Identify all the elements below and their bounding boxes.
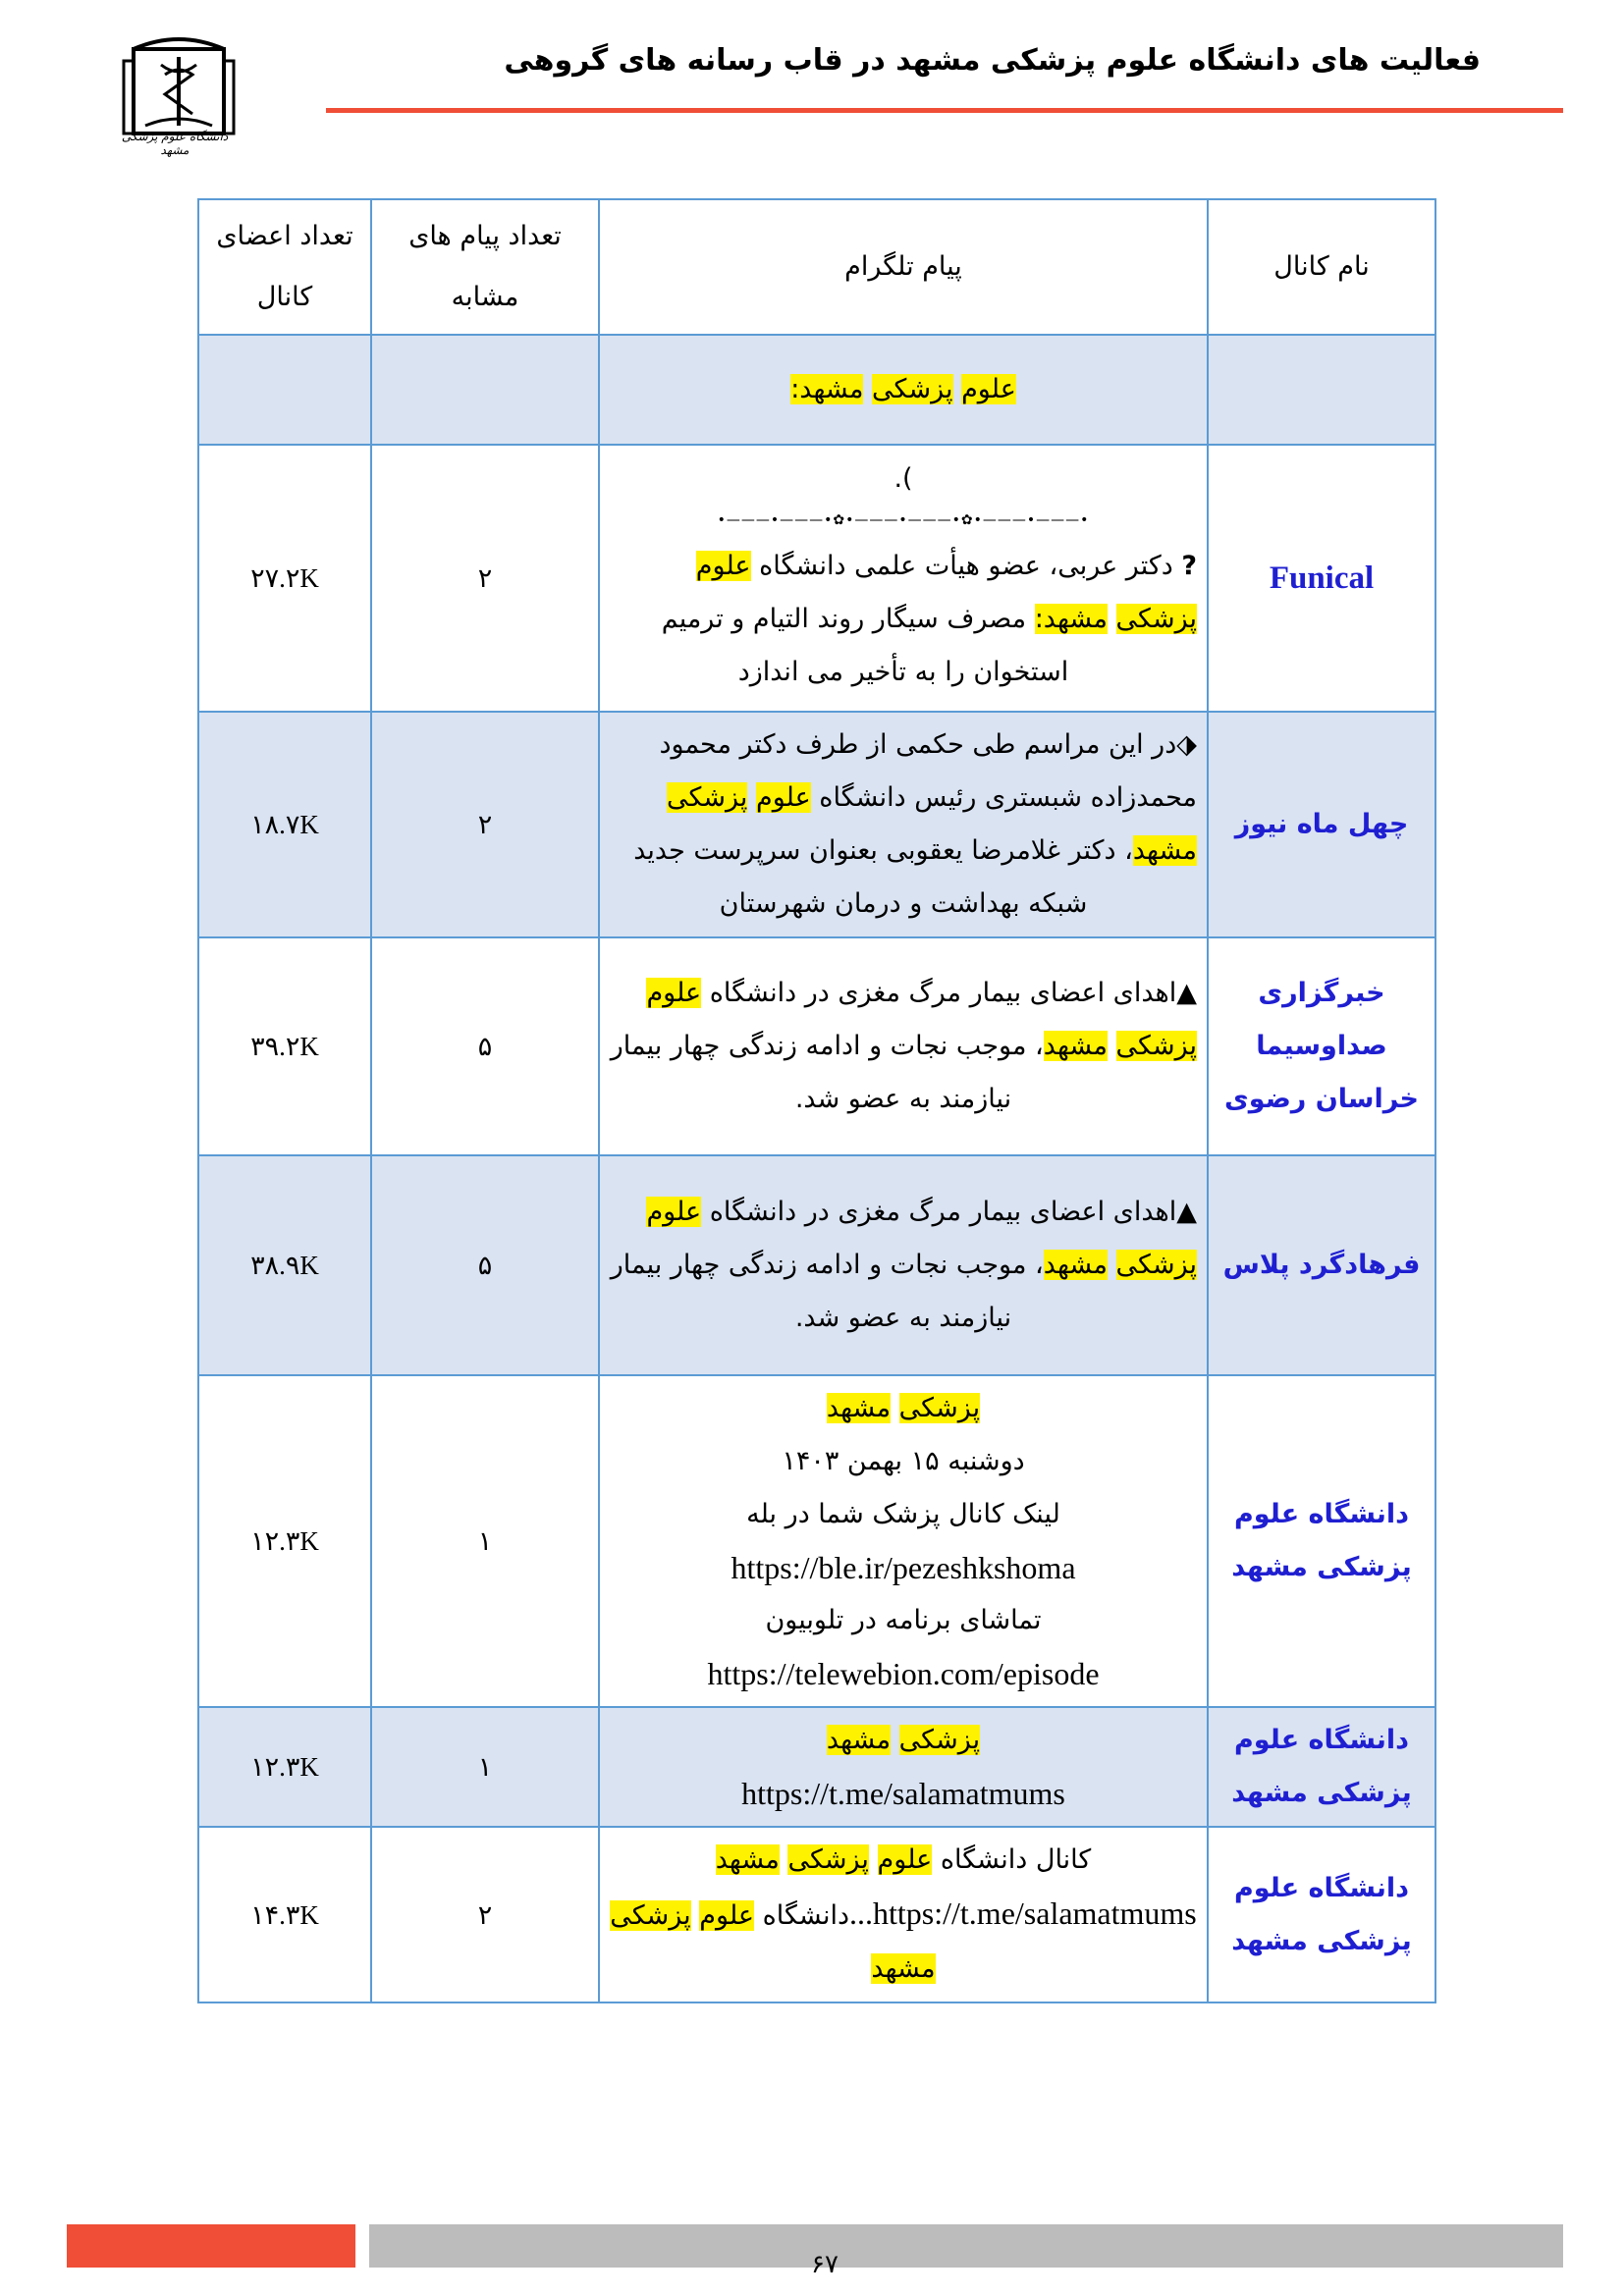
highlighted-term: علوم — [756, 782, 811, 813]
highlighted-term: پزشکی — [1115, 1031, 1197, 1061]
highlighted-term: پزشکی — [1115, 604, 1197, 634]
table-row — [198, 712, 1435, 937]
channel-name: دانشگاه علوم پزشکی مشهد — [1208, 1707, 1435, 1827]
highlighted-term: پزشکی — [610, 1900, 691, 1931]
logo-caption: دانشگاه علوم پزشکی مشهد — [121, 130, 229, 157]
message-text-fragment — [863, 374, 872, 404]
message-line: دوشنبه ۱۵ بهمن ۱۴۰۳ — [782, 1446, 1025, 1476]
message-text-fragment: اهدای اعضای بیمار مرگ مغزی در دانشگاه — [701, 978, 1177, 1008]
footer-bar — [369, 2224, 1563, 2268]
message-text-fragment: https://t.me/salamatmums... — [849, 1896, 1197, 1931]
column-header-similar: تعداد پیام های مشابه — [371, 199, 599, 335]
telegram-message — [599, 1827, 1208, 2002]
message-line — [610, 1714, 1197, 1767]
column-header-members: تعداد اعضای کانال — [198, 199, 371, 335]
message-line: https://t.me/salamatmums — [741, 1776, 1065, 1811]
message-text-fragment — [869, 1844, 878, 1875]
channel-name: چهل ماه نیوز — [1208, 712, 1435, 937]
highlighted-term: علوم — [646, 978, 702, 1008]
highlighted-term: مشهد — [1132, 835, 1197, 866]
channel-member-count: ۲۷.۲K — [198, 445, 371, 712]
message-text-fragment — [747, 782, 756, 813]
message-body — [610, 1834, 1197, 1996]
highlighted-term: علوم — [695, 551, 751, 581]
highlighted-term: پزشکی — [898, 1725, 981, 1755]
message-text-fragment — [1108, 1250, 1116, 1280]
highlighted-term: مشهد — [826, 1393, 892, 1423]
channel-name: خبرگزاری صداوسیما خراسان رضوی — [1208, 937, 1435, 1155]
similar-message-count: ۲ — [371, 445, 599, 712]
column-header-message: پیام تلگرام — [599, 199, 1208, 335]
message-line: لینک کانال پزشک شما در بله — [746, 1499, 1060, 1529]
message-text-fragment — [1108, 604, 1116, 634]
channel-member-count: ۳۸.۹K — [198, 1155, 371, 1375]
channel-member-count: ۱۴.۳K — [198, 1827, 371, 2002]
message-text-fragment: کانال دانشگاه — [932, 1844, 1092, 1875]
highlighted-term: مشهد — [715, 1844, 780, 1875]
message-bullet-icon: ▲ — [1176, 1197, 1197, 1227]
telegram-message — [599, 335, 1208, 445]
highlighted-term: علوم — [961, 374, 1016, 404]
channel-member-count: ۱۸.۷K — [198, 712, 371, 937]
similar-message-count: ۲ — [371, 712, 599, 937]
message-text-fragment: در این مراسم طی حکمی از طرف دکتر محمود محمدزاده شبستری رئیس دانشگاه — [659, 729, 1197, 813]
telegram-message — [599, 712, 1208, 937]
telegram-message — [599, 1155, 1208, 1375]
highlighted-term: پزشکی — [666, 782, 748, 813]
message-line: تماشای برنامه در تلوبیون — [765, 1605, 1042, 1635]
highlighted-term: مشهد — [1043, 1031, 1108, 1061]
message-bullet-icon: ? — [1181, 551, 1197, 581]
table-row — [198, 445, 1435, 712]
highlighted-term: علوم — [877, 1844, 933, 1875]
channel-name: Funical — [1208, 445, 1435, 712]
table-row — [198, 1827, 1435, 2002]
table-row — [198, 1707, 1435, 1827]
message-text-fragment — [953, 374, 962, 404]
message-body — [610, 967, 1197, 1126]
highlighted-term: مشهد: — [790, 374, 864, 404]
highlighted-term: پزشکی — [787, 1844, 869, 1875]
message-opening: ). — [893, 463, 913, 494]
highlighted-term: مشهد — [826, 1725, 892, 1755]
message-text-fragment: دکتر عربی، عضو هیأت علمی دانشگاه — [750, 551, 1182, 581]
channel-member-count: ۱۲.۳K — [198, 1375, 371, 1707]
channel-member-count: ۳۹.۲K — [198, 937, 371, 1155]
highlighted-term: مشهد — [871, 1953, 936, 1984]
similar-message-count: ۵ — [371, 1155, 599, 1375]
message-text-fragment: دانشگاه — [754, 1900, 849, 1931]
similar-message-count: ۱ — [371, 1375, 599, 1707]
message-line: https://ble.ir/pezeshkshoma — [731, 1550, 1076, 1585]
highlighted-term: پزشکی — [872, 374, 953, 404]
channel-name: دانشگاه علوم پزشکی مشهد — [1208, 1375, 1435, 1707]
channel-name — [1208, 335, 1435, 445]
channel-member-count — [198, 335, 371, 445]
table-row — [198, 937, 1435, 1155]
message-text-fragment: اهدای اعضای بیمار مرگ مغزی در دانشگاه — [701, 1197, 1177, 1227]
telegram-message — [599, 1707, 1208, 1827]
message-text-fragment: ، دکتر غلامرضا یعقوبی بعنوان سرپرست جدید شبکه بهداشت و درمان شهرستان — [633, 835, 1133, 919]
similar-message-count: ۱ — [371, 1707, 599, 1827]
message-body — [610, 540, 1197, 699]
telegram-message — [599, 937, 1208, 1155]
highlighted-term: مشهد: — [1034, 604, 1108, 634]
message-text-fragment — [891, 1725, 899, 1755]
column-header-channel: نام کانال — [1208, 199, 1435, 335]
telegram-message — [599, 445, 1208, 712]
table-row — [198, 1375, 1435, 1707]
similar-message-count: ۵ — [371, 937, 599, 1155]
message-text-fragment — [691, 1900, 700, 1931]
message-body — [610, 1186, 1197, 1345]
highlighted-term: علوم — [699, 1900, 754, 1931]
telegram-messages-table — [197, 198, 1436, 2003]
message-line: https://telewebion.com/episode — [707, 1656, 1100, 1691]
message-line — [610, 1382, 1197, 1435]
channel-member-count: ۱۲.۳K — [198, 1707, 371, 1827]
message-text-fragment: ، موجب نجات و ادامه زندگی چهار بیمار نیازمند به عضو شد. — [610, 1031, 1044, 1114]
telegram-message — [599, 1375, 1208, 1707]
message-body — [610, 363, 1197, 416]
message-bullet-icon: ▲ — [1176, 978, 1197, 1008]
message-body — [610, 719, 1197, 931]
highlighted-term: مشهد — [1043, 1250, 1108, 1280]
message-text-fragment — [891, 1393, 899, 1423]
header-rule — [326, 108, 1563, 113]
table-row — [198, 335, 1435, 445]
highlighted-term: علوم — [646, 1197, 702, 1227]
channel-name: دانشگاه علوم پزشکی مشهد — [1208, 1827, 1435, 2002]
message-divider: •———•———•✿•———•———•✿•———•———• — [717, 512, 1090, 528]
highlighted-term: پزشکی — [1115, 1250, 1197, 1280]
page-number: ۶۷ — [811, 2250, 839, 2279]
table-row — [198, 1155, 1435, 1375]
message-text-fragment: مصرف سیگار روند التیام و ترمیم استخوان را به تأخیر می اندازد — [661, 604, 1069, 687]
similar-message-count — [371, 335, 599, 445]
channel-name: فرهادگرد پلاس — [1208, 1155, 1435, 1375]
message-bullet-icon: ⬗ — [1176, 729, 1197, 760]
message-text-fragment: ، موجب نجات و ادامه زندگی چهار بیمار نیازمند به عضو شد. — [610, 1250, 1044, 1333]
message-text-fragment — [1108, 1031, 1116, 1061]
page-header-title: فعالیت های دانشگاه علوم پزشکی مشهد در قاب رسانه های گروهی — [504, 43, 1481, 78]
highlighted-term: پزشکی — [898, 1393, 981, 1423]
similar-message-count: ۲ — [371, 1827, 599, 2002]
footer-accent-bar — [67, 2224, 355, 2268]
